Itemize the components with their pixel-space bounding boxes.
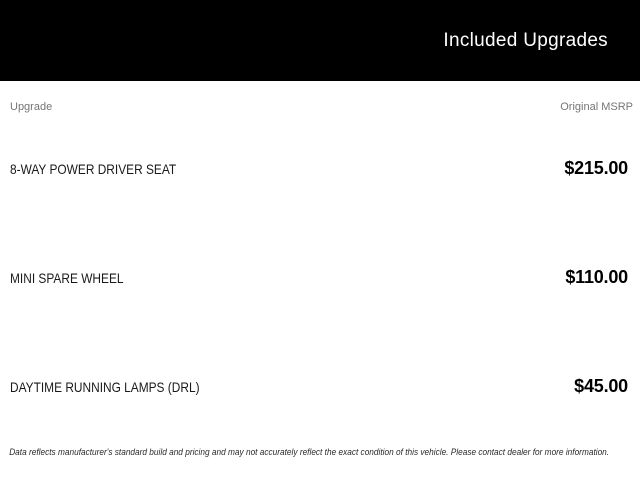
table-row (0, 332, 640, 441)
column-header-original-msrp: Original MSRP (560, 101, 633, 113)
upgrade-msrp: $45.00 (574, 376, 628, 396)
upgrade-name: MINI SPARE WHEEL (10, 269, 124, 286)
upgrade-name: 8-WAY POWER DRIVER SEAT (10, 160, 177, 177)
table-row (0, 114, 640, 223)
upgrades-table (0, 101, 640, 458)
panel-header (0, 0, 640, 81)
column-header-upgrade: Upgrade (10, 101, 53, 113)
upgrade-msrp: $110.00 (565, 267, 628, 287)
panel-title: Included Upgrades (443, 29, 608, 51)
disclaimer-text: Data reflects manufacturer's standard build and pricing and may not accurately reflect the exact condition of this vehicle. Please contact dealer for more information. (9, 447, 610, 457)
upgrade-msrp: $215.00 (564, 158, 628, 178)
upgrade-name: DAYTIME RUNNING LAMPS (DRL) (10, 378, 200, 395)
table-header-row (0, 101, 640, 114)
table-row (0, 223, 640, 332)
